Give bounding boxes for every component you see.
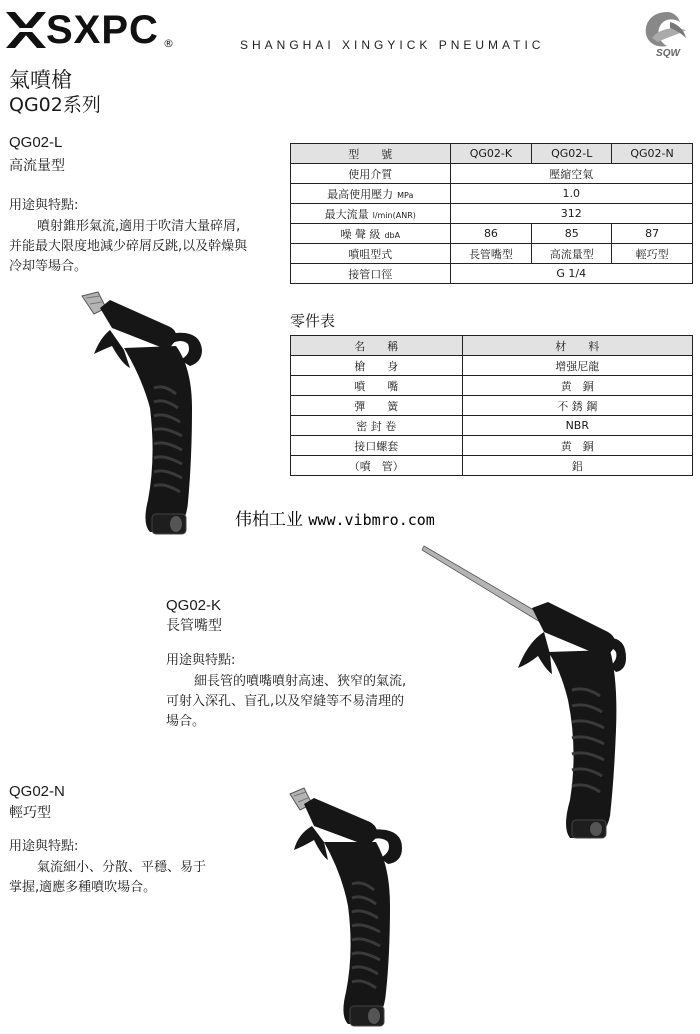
spec-value: G 1/4 [450, 264, 692, 284]
series-title: QG02系列 [9, 94, 101, 116]
part-material: 黄 銅 [462, 436, 692, 456]
parts-table [290, 335, 693, 476]
spec-value: 312 [450, 204, 692, 224]
spec-label-text: 噴咀型式 [348, 247, 393, 261]
parts-header-name: 名 稱 [291, 336, 463, 356]
part-name: （噴 管） [291, 456, 463, 476]
spec-row-noise [291, 224, 693, 244]
qg02l-subtype: 高流量型 [9, 158, 65, 174]
spec-label-text: 最大流量 [324, 207, 369, 221]
spec-header-row [291, 144, 693, 164]
brand-name: SXPC [46, 8, 159, 52]
spec-value-l: 高流量型 [532, 244, 612, 264]
qg02l-usage-label: 用途與特點: [9, 198, 79, 213]
part-name: 彈 簧 [291, 396, 463, 416]
qg02k-usage-label: 用途與特點: [166, 653, 236, 668]
part-name: 接口螺套 [291, 436, 463, 456]
parts-row [291, 396, 693, 416]
qg02n-desc-line2: 掌握,適應多種噴吹場合。 [9, 880, 157, 895]
spec-header-n: QG02-N [612, 144, 693, 164]
spec-value-l: 85 [532, 224, 612, 244]
spec-row-pressure [291, 184, 693, 204]
sqw-badge-label: SQW [656, 48, 680, 59]
qg02l-desc-line2: 并能最大限度地減少碎屑反跳,以及幹燥與 [9, 239, 248, 254]
spec-label [291, 264, 451, 284]
watermark-url: www.vibmro.com [308, 511, 435, 529]
spec-header-l: QG02-L [532, 144, 612, 164]
parts-header-row [291, 336, 693, 356]
watermark [235, 505, 435, 530]
qg02k-subtype: 長管嘴型 [166, 618, 222, 634]
spec-value-k: 長管嘴型 [450, 244, 532, 264]
spec-unit: l/min(ANR) [372, 210, 416, 220]
qg02k-desc-line1: 細長管的噴嘴噴射高速、狹窄的氣流, [194, 674, 407, 689]
qg02k-model: QG02-K [166, 597, 222, 614]
qg02n-model: QG02-N [9, 783, 65, 800]
parts-row [291, 376, 693, 396]
spec-label-text: 最高使用壓力 [327, 187, 394, 201]
spec-label [291, 244, 451, 264]
part-name: 噴 嘴 [291, 376, 463, 396]
qg02n-usage-label: 用途與特點: [9, 839, 79, 854]
spec-table [290, 143, 693, 284]
qg02l-model: QG02-L [9, 134, 63, 151]
spec-value: 1.0 [450, 184, 692, 204]
part-material: 黄 銅 [462, 376, 692, 396]
parts-row [291, 356, 693, 376]
spec-label [291, 164, 451, 184]
spec-label [291, 224, 451, 244]
qg02l-desc-line3: 冷却等場合。 [9, 259, 88, 274]
watermark-company: 伟柏工业 [235, 510, 303, 530]
qg02k-desc-line3: 場合。 [166, 714, 206, 729]
spec-label-text: 使用介質 [348, 167, 393, 181]
spec-header-label: 型 號 [291, 144, 451, 164]
qg02n-desc-line1: 氣流細小、分散、平穩、易于 [37, 860, 207, 875]
spec-label-text: 噪 聲 級 [340, 227, 381, 241]
qg02k-gun-image [420, 540, 630, 840]
parts-row [291, 416, 693, 436]
spec-label-text: 接管口徑 [348, 267, 393, 281]
qg02k-desc-line2: 可射入深孔、盲孔,以及窄縫等不易清理的 [166, 694, 405, 709]
spec-row-port [291, 264, 693, 284]
spec-row-flow [291, 204, 693, 224]
spec-unit: dbA [384, 230, 401, 240]
spec-label [291, 204, 451, 224]
parts-row [291, 456, 693, 476]
part-material: 不 銹 鋼 [462, 396, 692, 416]
spec-value-n: 87 [612, 224, 693, 244]
qg02l-desc-line1: 噴射錐形氣流,適用于吹清大量碎屑, [37, 219, 241, 234]
registered-mark: ® [163, 37, 174, 50]
qg02n-subtype: 輕巧型 [9, 805, 51, 821]
spec-label [291, 184, 451, 204]
qg02l-gun-image [72, 288, 217, 538]
part-name: 槍 身 [291, 356, 463, 376]
parts-row [291, 436, 693, 456]
part-material: 鋁 [462, 456, 692, 476]
company-tagline: SHANGHAI XINGYICK PNEUMATIC [240, 38, 545, 52]
parts-header-material: 材 料 [462, 336, 692, 356]
spec-row-medium [291, 164, 693, 184]
spec-value-n: 輕巧型 [612, 244, 693, 264]
brand-x-mark [6, 12, 46, 48]
part-material: NBR [462, 416, 692, 436]
part-name: 密 封 卷 [291, 416, 463, 436]
part-material: 增强尼龍 [462, 356, 692, 376]
spec-value-k: 86 [450, 224, 532, 244]
spec-row-nozzle [291, 244, 693, 264]
page-title: 氣噴槍 [9, 68, 72, 92]
spec-header-k: QG02-K [450, 144, 532, 164]
spec-unit: MPa [397, 190, 414, 200]
parts-table-title: 零件表 [290, 312, 336, 330]
spec-value: 壓縮空氣 [450, 164, 692, 184]
qg02n-gun-image [268, 786, 408, 1030]
